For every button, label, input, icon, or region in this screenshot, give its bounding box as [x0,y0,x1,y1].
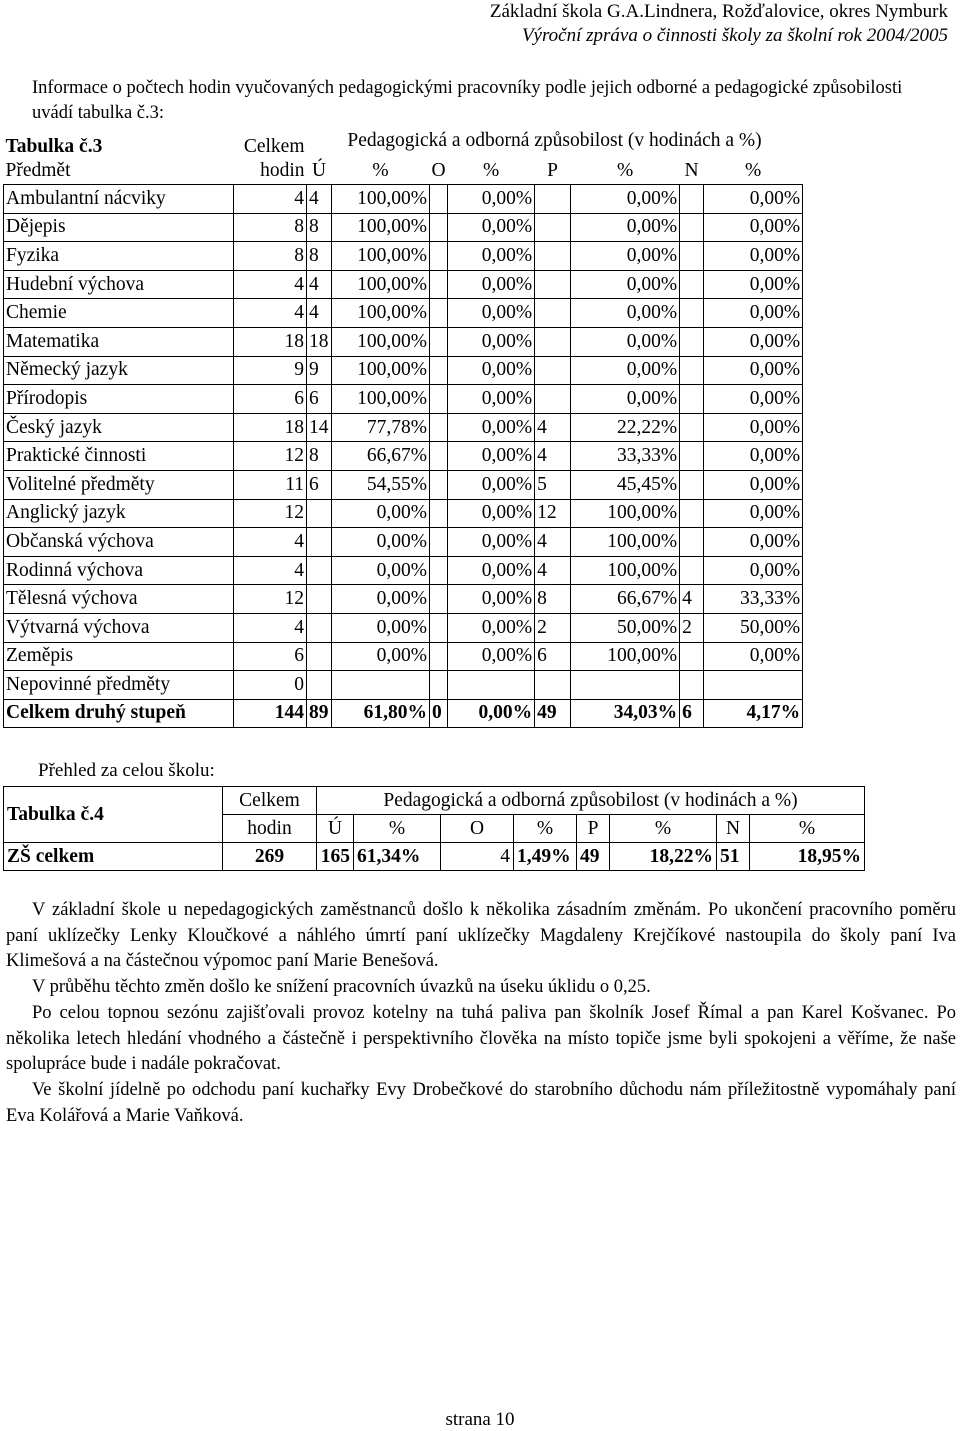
table-cell: 0,00% [448,699,535,728]
table-cell: 100,00% [332,185,430,214]
subject-name: Fyzika [4,242,234,271]
table-3 [3,131,803,728]
table-cell: 0,00% [571,213,680,242]
table-cell: 33,33% [571,442,680,471]
col-header: O [431,159,446,181]
table-cell [307,585,332,614]
subject-name: Hudební výchova [4,270,234,299]
table-cell: 33,33% [704,585,803,614]
table-cell: 4 [234,613,307,642]
col-header: % [482,159,500,181]
col-header: % [514,815,577,843]
table-cell: 0,00% [704,213,803,242]
table3-hodin: hodin [260,159,305,181]
table-cell: 0,00% [704,499,803,528]
table-row [4,470,803,499]
table-cell: 6 [234,642,307,671]
subject-name: Anglický jazyk [4,499,234,528]
table-cell: 18 [234,327,307,356]
col-header: N [717,815,750,843]
table-cell [307,556,332,585]
table-cell: 0,00% [704,327,803,356]
table-cell: 12 [234,442,307,471]
table-cell: 4 [234,185,307,214]
col-header: % [354,815,441,843]
paragraph: V průběhu těchto změn došlo ke snížení pracovních úvazků na úseku úklidu o 0,25. [32,977,651,998]
table-cell: 50,00% [704,613,803,642]
table-cell: 4,17% [704,699,803,728]
table-cell: 45,45% [571,470,680,499]
table-row [4,528,803,557]
table-cell: 0 [430,699,448,728]
subject-name: Rodinná výchova [4,556,234,585]
table-row [4,270,803,299]
table-cell: 0,00% [704,185,803,214]
table-cell [680,299,704,328]
page-number: strana 10 [445,1409,515,1430]
table-cell [680,213,704,242]
col-header: % [610,815,717,843]
table-cell [704,671,803,700]
table-cell [680,185,704,214]
table4-label: Tabulka č.4 [4,787,223,843]
table-cell: 100,00% [332,327,430,356]
table-cell: 18 [307,327,332,356]
table4-group-header: Pedagogická a odborná způsobilost (v hodinách a %) [317,787,865,815]
table-row [4,356,803,385]
table-row [4,556,803,585]
table-cell [307,613,332,642]
table-cell: 0,00% [571,270,680,299]
table-cell: 34,03% [571,699,680,728]
table-cell [430,413,448,442]
table-cell [430,499,448,528]
table-cell: 0,00% [448,185,535,214]
col-header: N [684,159,699,181]
table-row [4,671,803,700]
table-cell: 0,00% [704,385,803,414]
table-cell [430,327,448,356]
table-cell: 6 [234,385,307,414]
table-cell: 0,00% [448,642,535,671]
table-row [4,585,803,614]
table-cell: 0,00% [571,327,680,356]
table-cell: 0,00% [332,585,430,614]
table4-cell: 1,49% [514,843,577,871]
table-cell: 4 [307,185,332,214]
table4-cell: 49 [577,843,610,871]
table-cell: 0,00% [448,470,535,499]
col-header: O [441,815,514,843]
table-cell: 8 [234,213,307,242]
table4-cell: 51 [717,843,750,871]
col-header: % [372,159,389,181]
table4-hodin: hodin [223,815,317,843]
table-cell: 144 [234,699,307,728]
table-cell [430,528,448,557]
table-cell: 0,00% [448,270,535,299]
table-cell [535,327,571,356]
table-total-row [4,699,803,728]
table-cell: 5 [535,470,571,499]
table4-cell: 18,95% [750,843,865,871]
table-cell: 77,78% [332,413,430,442]
table-cell: 0,00% [704,299,803,328]
table-cell: 4 [535,556,571,585]
table-cell: 4 [535,442,571,471]
table-cell: 0,00% [332,642,430,671]
table-cell [680,242,704,271]
table-cell: 0,00% [448,385,535,414]
table-cell [535,356,571,385]
table-cell [430,242,448,271]
table-cell [430,270,448,299]
table-cell: 100,00% [571,556,680,585]
subject-name: Přírodopis [4,385,234,414]
subject-name: Celkem druhý stupeň [4,699,234,728]
table-cell: 0,00% [448,242,535,271]
table-cell [571,671,680,700]
table-row [4,442,803,471]
table-cell [535,671,571,700]
table-cell: 100,00% [332,299,430,328]
table-cell: 12 [234,585,307,614]
subject-name: Zeměpis [4,642,234,671]
table-cell [307,528,332,557]
table3-body [4,185,803,728]
subject-name: Chemie [4,299,234,328]
table-cell [680,642,704,671]
table-cell: 0,00% [704,413,803,442]
table-cell [680,442,704,471]
table-cell: 0,00% [448,442,535,471]
table-cell: 0,00% [571,185,680,214]
table4-cell: 4 [441,843,514,871]
table-cell: 0,00% [448,613,535,642]
table-row [4,185,803,214]
table-cell: 61,80% [332,699,430,728]
table-cell: 100,00% [332,213,430,242]
table-cell: 18 [234,413,307,442]
table-cell: 0,00% [448,528,535,557]
table-cell [535,185,571,214]
table-cell: 4 [535,528,571,557]
table-cell: 100,00% [571,642,680,671]
table-cell [680,385,704,414]
report-title: Výroční zpráva o činnosti školy za školní rok 2004/2005 [521,25,948,46]
table-cell: 8 [307,242,332,271]
table-4 [3,786,865,871]
table-cell: 6 [535,642,571,671]
subject-name: Nepovinné předměty [4,671,234,700]
table-cell: 0,00% [571,299,680,328]
table-cell [430,585,448,614]
table-cell: 22,22% [571,413,680,442]
table-row [4,242,803,271]
table-cell [448,671,535,700]
table-cell [430,185,448,214]
table-cell [430,470,448,499]
subject-name: Výtvarná výchova [4,613,234,642]
table-cell [307,642,332,671]
subject-name: Tělesná výchova [4,585,234,614]
col-header: % [744,159,762,181]
table4-celkem: Celkem [223,787,317,815]
table-cell: 0 [234,671,307,700]
subject-name: Český jazyk [4,413,234,442]
table-cell: 0,00% [448,499,535,528]
paragraph: V základní škole u nepedagogických zaměstnanců došlo k několika zásadním změnám. Po ukončení pracovního poměru paní uklízečky Lenky Kloučkové a náhlého úmrtí paní uklízečky Magdaleny Krejčíkové nastoupila do školy paní Iva Klimešová a na částečnou výpomoc paní Marie Benešová. [6,900,956,972]
table-cell [680,528,704,557]
table-cell: 0,00% [704,470,803,499]
table-row [4,327,803,356]
table4-cell: 165 [317,843,354,871]
subject-name: Německý jazyk [4,356,234,385]
table-cell: 0,00% [571,356,680,385]
table-cell [680,413,704,442]
table-cell: 6 [307,470,332,499]
table-cell: 8 [307,442,332,471]
table-cell: 4 [307,299,332,328]
table-cell: 4 [234,556,307,585]
table-cell [535,385,571,414]
table-cell: 0,00% [704,442,803,471]
intro-text: Informace o počtech hodin vyučovaných pedagogickými pracovníky podle jejich odborné a pedagogické způsobilosti uvádí tabulka č.3: [32,78,903,123]
table-cell: 0,00% [448,585,535,614]
table-cell [332,671,430,700]
subject-name: Volitelné předměty [4,470,234,499]
paragraph: Ve školní jídelně po odchodu paní kuchařky Evy Drobečkové do starobního důchodu nám příležitostně vypomáhaly paní Eva Kolářová a Marie Vaňková. [6,1079,956,1126]
table-cell: 89 [307,699,332,728]
table-cell [680,499,704,528]
table-cell: 49 [535,699,571,728]
school-name: Základní škola G.A.Lindnera, Rožďalovice, okres Nymburk [489,1,948,22]
table-cell: 0,00% [332,499,430,528]
table-cell: 0,00% [448,356,535,385]
table-cell: 6 [680,699,704,728]
subject-name: Dějepis [4,213,234,242]
table4-row-name: ZŠ celkem [4,843,223,871]
table-cell: 2 [680,613,704,642]
table-cell: 14 [307,413,332,442]
table-cell: 0,00% [448,556,535,585]
table-cell: 0,00% [332,528,430,557]
table-cell: 12 [535,499,571,528]
subject-name: Občanská výchova [4,528,234,557]
col-header: P [547,159,559,181]
table-cell: 4 [234,299,307,328]
table-cell [535,270,571,299]
table3-celkem: Celkem [243,136,305,157]
table-cell: 6 [307,385,332,414]
table3-label: Tabulka č.3 [5,136,103,157]
table-cell: 0,00% [704,528,803,557]
table-cell: 0,00% [448,213,535,242]
table-cell [430,356,448,385]
table-cell: 66,67% [332,442,430,471]
table-cell [430,613,448,642]
table-cell: 4 [535,413,571,442]
table-cell: 2 [535,613,571,642]
table-cell: 0,00% [704,356,803,385]
col-header: % [616,159,634,181]
col-header: Ú [311,159,327,181]
subject-name: Praktické činnosti [4,442,234,471]
table-cell [430,299,448,328]
table-cell: 9 [234,356,307,385]
table-cell: 4 [307,270,332,299]
table-cell: 8 [307,213,332,242]
table-cell [307,671,332,700]
table-cell [307,499,332,528]
table-row [4,642,803,671]
table3-group-header: Pedagogická a odborná způsobilost (v hodinách a %) [347,130,762,151]
body-text [6,898,956,1129]
table-cell: 66,67% [571,585,680,614]
table-row [4,385,803,414]
table-cell: 4 [680,585,704,614]
table-cell: 100,00% [571,528,680,557]
subject-name: Matematika [4,327,234,356]
table-cell: 0,00% [704,270,803,299]
table-cell: 8 [234,242,307,271]
table-cell [680,671,704,700]
col-header: % [750,815,865,843]
paragraph: Po celou topnou sezónu zajišťovali provoz kotelny na tuhá paliva pan školník Josef Římal a pan Karel Košvanec. Po několika letech hledání vhodného a částečně i perspektivního člověka na místo topiče jsme byli spokojeni a věříme, že naše spolupráce bude i nadále pokračovat. [6,1002,956,1075]
table-cell [430,642,448,671]
table-row [4,299,803,328]
table3-predmet: Předmět [5,159,71,181]
table-cell [535,299,571,328]
table-cell: 50,00% [571,613,680,642]
table-cell: 100,00% [332,242,430,271]
table-row [4,213,803,242]
subject-name: Ambulantní nácviky [4,185,234,214]
table-cell: 0,00% [448,327,535,356]
table-cell [680,327,704,356]
table-cell [680,270,704,299]
overview-label: Přehled za celou školu: [38,760,215,781]
table-cell: 0,00% [571,242,680,271]
table-cell: 0,00% [448,413,535,442]
col-header: Ú [317,815,354,843]
table-cell: 0,00% [571,385,680,414]
table-cell: 100,00% [571,499,680,528]
table-cell: 0,00% [448,299,535,328]
table-cell: 100,00% [332,356,430,385]
table-cell [430,213,448,242]
table-cell: 0,00% [332,556,430,585]
table4-cell: 61,34% [354,843,441,871]
table-cell [680,470,704,499]
table-cell: 54,55% [332,470,430,499]
page-header [490,0,948,48]
table-cell: 8 [535,585,571,614]
table-cell: 0,00% [704,242,803,271]
table-cell [680,556,704,585]
table4-cell: 269 [223,843,317,871]
table-cell: 0,00% [332,613,430,642]
table-cell [430,442,448,471]
table-row [4,413,803,442]
table-cell: 100,00% [332,270,430,299]
table-cell: 11 [234,470,307,499]
table-cell: 100,00% [332,385,430,414]
table-cell [535,242,571,271]
table-cell: 9 [307,356,332,385]
table-cell [535,213,571,242]
table4-cell: 18,22% [610,843,717,871]
table-cell: 4 [234,270,307,299]
table-cell [430,385,448,414]
table-cell [680,356,704,385]
table-cell: 12 [234,499,307,528]
table-cell [430,671,448,700]
table-cell [430,556,448,585]
table-cell: 4 [234,528,307,557]
table-row [4,499,803,528]
table-cell: 0,00% [704,642,803,671]
col-header: P [577,815,610,843]
table-row [4,613,803,642]
table-cell: 0,00% [704,556,803,585]
